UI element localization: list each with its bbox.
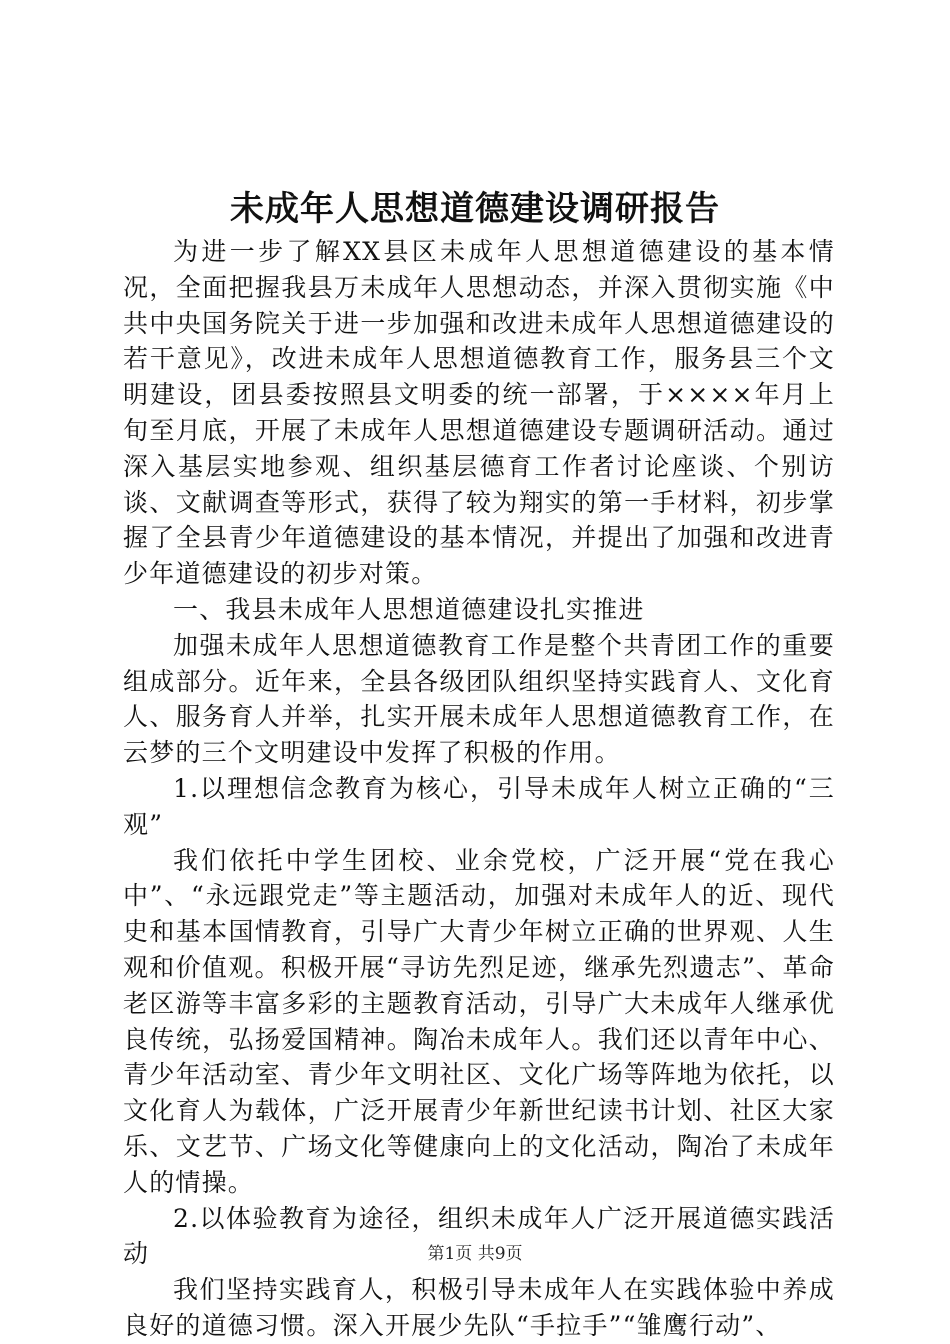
document-title: 未成年人思想道德建设调研报告 (230, 189, 720, 229)
document-body (123, 234, 835, 1344)
subsection-heading-1: 1.以理想信念教育为核心，引导未成年人树立正确的“三观” (123, 773, 835, 839)
subsection-paragraph-2: 我们坚持实践育人，积极引导未成年人在实践体验中养成良好的道德习惯。深入开展少先队“手拉手”“雏鹰行动”、 (123, 1275, 835, 1340)
page-number-footer: 第1页 共9页 (427, 1244, 523, 1264)
subsection-paragraph-1: 我们依托中学生团校、业余党校，广泛开展“党在我心中”、“永远跟党走”等主题活动，加强对未成年人的近、现代史和基本国情教育，引导广大青少年树立正确的世界观、人生观和价值观。积极开展“寻访先烈足迹，继承先烈遗志”、革命老区游等丰富多彩的主题教育活动，引导广大未成年人继承优良传统，弘扬爱国精神。陶冶未成年人。我们还以青年中心、青少年活动室、青少年文明社区、文化广场等阵地为依托，以文化育人为载体，广泛开展青少年新世纪读书计划、社区大家乐、文艺节、广场文化等健康向上的文化活动，陶冶了未成年人的情操。 (123, 845, 835, 1197)
intro-paragraph: 为进一步了解XX县区未成年人思想道德建设的基本情况，全面把握我县万未成年人思想动态，并深入贯彻实施《中共中央国务院关于进一步加强和改进未成年人思想道德建设的若干意见》，改进未成年人思想道德教育工作，服务县三个文明建设，团县委按照县文明委的统一部署，于××××年月上旬至月底，开展了未成年人思想道德建设专题调研活动。通过深入基层实地参观、组织基层德育工作者讨论座谈、个别访谈、文献调查等形式，获得了较为翔实的第一手材料，初步掌握了全县青少年道德建设的基本情况，并提出了加强和改进青少年道德建设的初步对策。 (123, 237, 835, 589)
section-paragraph-1: 加强未成年人思想道德教育工作是整个共青团工作的重要组成部分。近年来，全县各级团队组织坚持实践育人、文化育人、服务育人并举，扎实开展未成年人思想道德教育工作，在云梦的三个文明建设中发挥了积极的作用。 (123, 630, 835, 768)
section-heading-1: 一、我县未成年人思想道德建设扎实推进 (173, 594, 645, 624)
subsection-heading-2: 2.以体验教育为途径，组织未成年人广泛开展道德实践活动 (123, 1203, 835, 1269)
